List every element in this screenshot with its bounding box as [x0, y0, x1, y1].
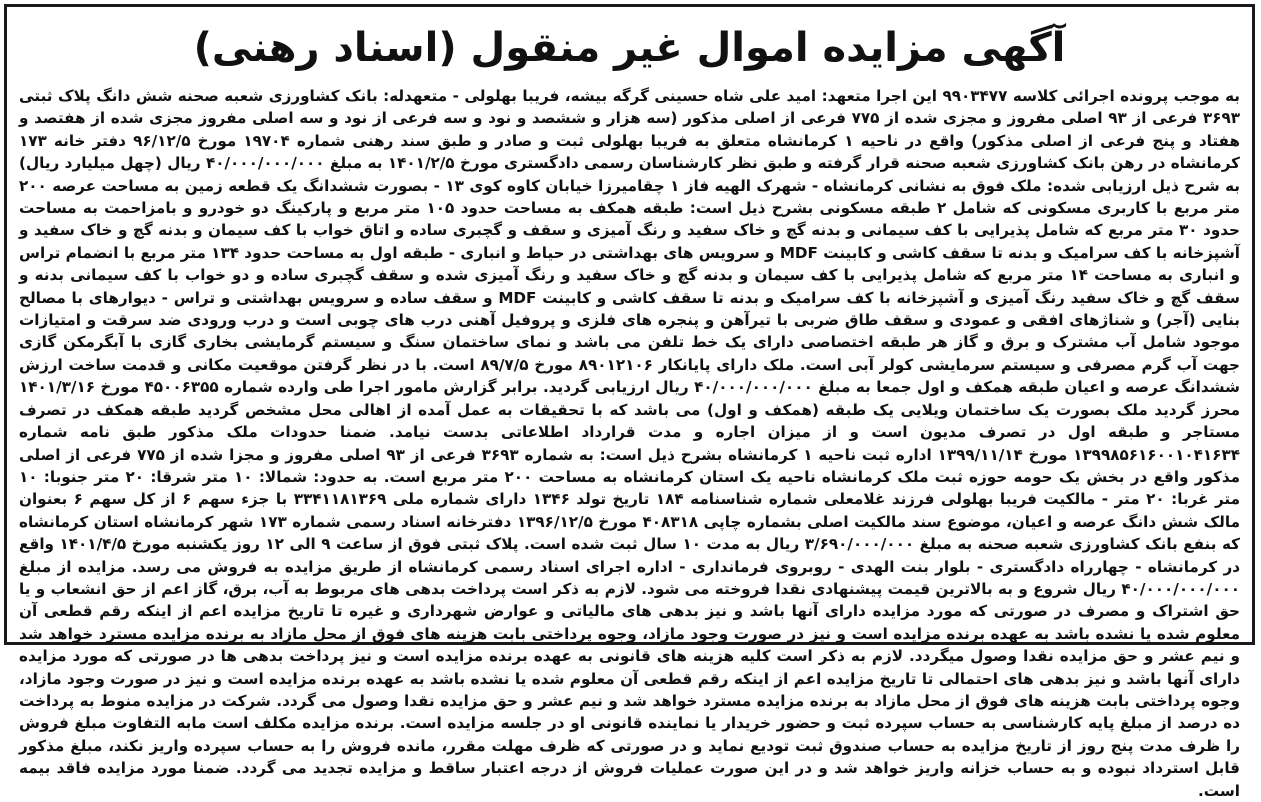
notice-body: به موجب پرونده اجرائی کلاسه ۹۹۰۳۴۷۷ این اجرا متعهد: امید علی شاه حسینی گرگه بیشه، فریبا بهلولی - متعهدله: بانک کشاورزی شعبه صحنه شش دانگ پلاک ثبتی ۳۶۹۳ فرعی از ۹۳ اصلی مفروز و مجزی شده از ۷۷۵ فرعی از اصلی مذکور (سه هزار و ششصد و نود و سه فرعی از نود و سه اصلی مفروز مجزی شده از هفتصد و هفتاد و پنج فرعی از اصلی مذکور) واقع در ناحیه ۱ کرمانشاه متعلق به فریبا بهلولی ثبت و صادر و طبق سند رهنی شماره ۱۹۷۰۴ مورخ ۹۶/۱۲/۵ دفتر خانه ۱۷۳ کرمانشاه در رهن بانک کشاورزی شعبه صحنه قرار گرفته و طبق نظر کارشناسان رسمی دادگستری مورخ ۱۴۰۱/۲/۵ به مبلغ ۴۰/۰۰۰/۰۰۰/۰۰۰ ریال (چهل میلیارد ریال) به شرح ذیل ارزیابی شده: ملک فوق به نشانی کرمانشاه - شهرک الهیه فاز ۱ چقامیرزا خیابان کاوه کوی ۱۳ - بصورت ششدانگ یک قطعه زمین به مساحت عرصه ۲۰۰ متر مربع با کاربری مسکونی که شامل ۲ طبقه مسکونی بشرح ذیل است: طبقه همکف به مساحت حدود ۱۰۵ متر مربع و پارکینگ دو خودرو و بامزاحمت به مساحت حدود ۳۰ متر مربع که شامل پذیرایی با کف سیمانی و بدنه گچ و خاک سفید و رنگ آمیزی و سقف و گچبری ساده و اتاق خواب با کف سیمان و بدنه گچ و خاک سفید و آشپزخانه با کف سرامیک و بدنه تا سقف کاشی و کابینت MDF و سرویس های بهداشتی در حیاط و انباری - طبقه اول به مساحت حدود ۱۳۴ متر مربع با انضمام تراس و انباری به مساحت ۱۴ متر مربع که شامل پذیرایی با کف سیمان و بدنه گچ و خاک سفید و رنگ آمیزی شده و سقف گچبری ساده و دو خواب با کف سیمانی بدنه و سقف گچ و خاک سفید رنگ آمیزی و آشپزخانه با کف سرامیک و بدنه تا سقف کاشی و کابینت MDF و سقف ساده و سرویس بهداشتی و تراس - دیوارهای با مصالح بنایی (آجر) و شناژهای افقی و عمودی و سقف طاق ضربی با تیرآهن و پنجره های فلزی و پروفیل آهنی درب های چوبی است و درب ورودی ضد سرقت و امتیازات موجود شامل آب مشترک و برق و گاز هر طبقه اختصاصی دارای یک خط تلفن می باشد و نمای ساختمان سنگ و سیستم گرمایشی بخاری گازی با آبگرمکن گازی جهت آب گرم مصرفی و سیستم سرمایشی کولر آبی است. ملک دارای پایانکار ۸۹۰۱۲۱۰۶ مورخ ۸۹/۷/۵ است. با در نظر گرفتن موقعیت مکانی و قدمت ساخت ارزش ششدانگ عرصه و اعیان طبقه همکف و اول جمعا به مبلغ ۴۰/۰۰۰/۰۰۰/۰۰۰ ریال ارزیابی گردید. برابر گزارش مامور اجرا طی وارده شماره ۴۵۰۰۶۳۵۵ مورخ ۱۴۰۱/۳/۱۶ محرز گردید ملک بصورت یک ساختمان ویلایی یک طبقه (همکف و اول) می باشد که با تحقیقات به عمل آمده از اهالی محل مشخص گردید طبقه همکف در تصرف مستاجر و طبقه اول در تصرف مدیون است و از میزان اجاره و مدت قرارداد اطلاعاتی بدست نیامد. ضمنا حدودات ملک مذکور طبق نامه شماره ۱۳۹۹۸۵۶۱۶۰۰۱۰۴۱۶۳۴ مورخ ۱۳۹۹/۱۱/۱۴ اداره ثبت ناحیه ۱ کرمانشاه بشرح ذیل است: به شماره ۳۶۹۳ فرعی از ۹۳ اصلی مفروز و مجزا شده از ۷۷۵ فرعی از اصلی مذکور واقع در بخش یک حومه حوزه ثبت ملک کرمانشاه ناحیه یک استان کرمانشاه به مساحت ۲۰۰ متر مربع است. به حدود: شمالا: ۱۰ متر شرقا: ۲۰ متر جنوبا: ۱۰ متر غربا: ۲۰ متر - مالکیت فریبا بهلولی فرزند غلامعلی شماره شناسنامه ۱۸۴ تاریخ تولد ۱۳۴۶ دارای شماره ملی ۳۳۴۱۱۸۱۳۶۹ با جزء سهم ۶ از کل سهم ۶ بعنوان مالک شش دانگ عرصه و اعیان، موضوع سند مالکیت اصلی بشماره چاپی ۴۰۸۳۱۸ مورخ ۱۳۹۶/۱۲/۵ دفترخانه اسناد رسمی شماره ۱۷۳ شهر کرمانشاه استان کرمانشاه که بنفع بانک کشاورزی شعبه صحنه به مبلغ ۳/۶۹۰/۰۰۰/۰۰۰ ریال به مدت ۱۰ سال ثبت شده است. پلاک ثبتی فوق از ساعت ۹ الی ۱۲ روز یکشنبه مورخ ۱۴۰۱/۴/۵ واقع در کرمانشاه - چهارراه دادگستری - بلوار بنت الهدی - روبروی فرمانداری - اداره اجرای اسناد رسمی کرمانشاه از طریق مزایده به فروش می رسد. مزایده از مبلغ ۴۰/۰۰۰/۰۰۰/۰۰۰ ریال شروع و به بالاترین قیمت پیشنهادی نقدا فروخته می شود. لازم به ذکر است پرداخت بدهی های مربوط به آب، برق، گاز اعم از حق انشعاب و یا حق اشتراک و مصرف در صورتی که مورد مزایده دارای آنها باشد و نیز بدهی های مالیاتی و عوارض شهرداری و غیره تا تاریخ مزایده اعم از اینکه رقم قطعی آن معلوم شده یا نشده باشد به عهده برنده مزایده است و نیز در صورت وجود مازاد، وجوه پرداختی بابت هزینه های فوق از محل مازاد به برنده مزایده مسترد خواهد شد و نیم عشر و حق مزایده نقدا وصول میگردد. لازم به ذکر است کلیه هزینه های قانونی به عهده برنده مزایده است و نیز پرداخت بدهی ها در صورتی که مورد مزایده دارای آنها باشد و نیز بدهی های احتمالی تا تاریخ مزایده اعم از اینکه رقم قطعی آن معلوم شده یا نشده باشد به عهده برنده مزایده است و نیز در صورت وجود مازاد، وجوه پرداختی بابت هزینه های فوق از محل مازاد به برنده مزایده مسترد خواهد شد و نیم عشر و حق مزایده نقدا وصول می گردد. شرکت در مزایده منوط به پرداخت ده درصد از مبلغ پایه کارشناسی به حساب سپرده ثبت و حضور خریدار یا نماینده قانونی او در جلسه مزایده است. برنده مزایده مکلف است مابه التفاوت مبلغ فروش را ظرف مدت پنج روز از تاریخ مزایده به حساب صندوق ثبت تودیع نماید و در صورتی که ظرف مهلت مقرر، مانده فروش را به حساب سپرده واریز نکند، مبلغ مذکور قابل استرداد نبوده و به حساب خزانه واریز خواهد شد و در این صورت عملیات فروش از درجه اعتبار ساقط و مزایده تجدید می گردد. ضمنا مورد مزایده فاقد بیمه است.: [19, 87, 1241, 800]
notice-title: آگهی مزایده اموال غیر منقول (اسناد رهنی): [193, 25, 1066, 71]
notice-frame: [4, 4, 1255, 800]
